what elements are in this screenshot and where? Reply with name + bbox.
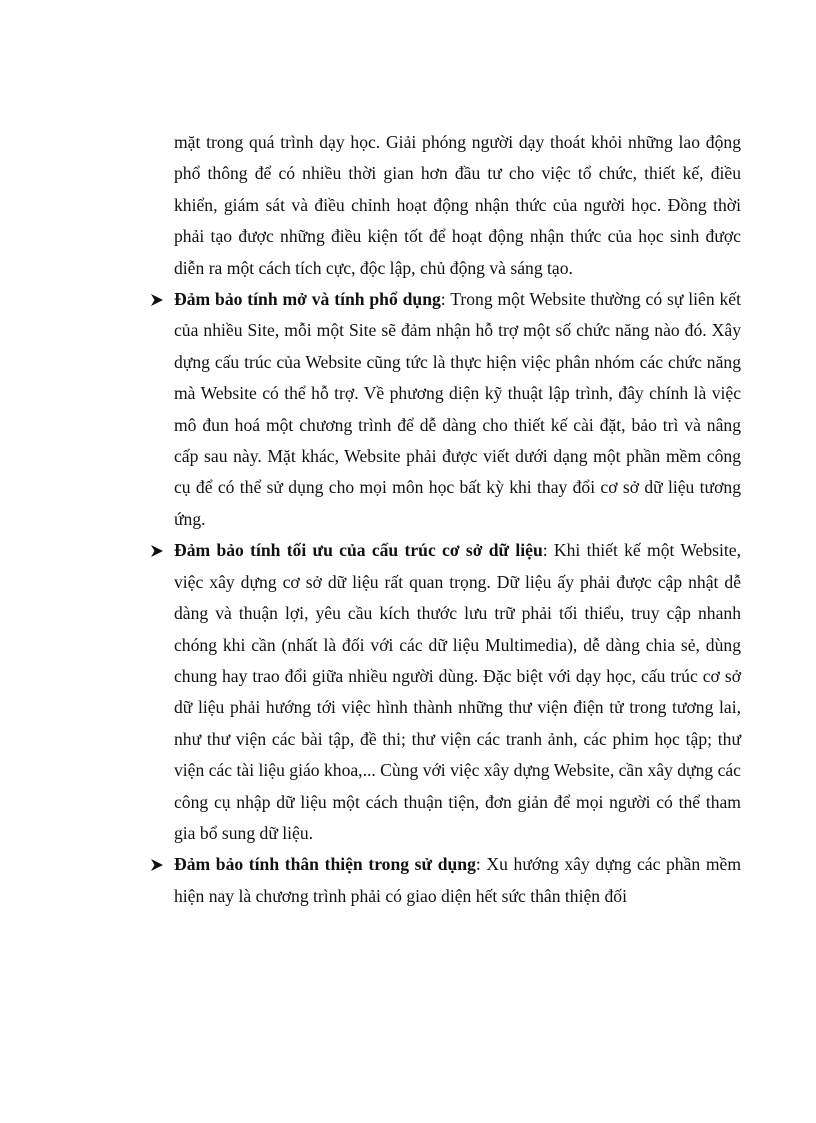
bullet-term: Đảm bảo tính tối ưu của cấu trúc cơ sở dữ liệu [174, 540, 543, 561]
intro-text: mặt trong quá trình dạy học. Giải phóng người dạy thoát khỏi những lao động phổ thông để có nhiều thời gian hơn đầu tư cho việc tổ chức, thiết kế, điều khiển, giám sát và điều chỉnh hoạt động nhận thức của người học. Đồng thời phải tạo được những điều kiện tốt để hoạt động nhận thức của học sinh được diễn ra một cách tích cực, độc lập, chủ động và sáng tạo. [174, 132, 741, 278]
intro-paragraph [174, 127, 741, 284]
arrowhead-bullet-icon [148, 284, 166, 315]
bullet-item-friendliness [174, 849, 741, 912]
bullet-text: : Khi thiết kế một Website, việc xây dựng cơ sở dữ liệu rất quan trọng. Dữ liệu ấy phải được cập nhật dễ dàng và thuận lợi, yêu cầu kích thước lưu trữ phải tối thiểu, truy cập nhanh chóng khi cần (nhất là đối với các dữ liệu Multimedia), dễ dàng chia sẻ, dùng chung hay trao đổi giữa nhiều người dùng. Đặc biệt với dạy học, cấu trúc cơ sở dữ liệu phải hướng tới việc hình thành những thư viện điện tử trong tương lai, như thư viện các bài tập, đề thi; thư viện các tranh ảnh, các phim học tập; thư viện các tài liệu giáo khoa,... Cùng với việc xây dựng Website, cần xây dựng các công cụ nhập dữ liệu một cách thuận tiện, đơn giản để mọi người có thể tham gia bổ sung dữ liệu. [174, 540, 741, 843]
bullet-text: : Trong một Website thường có sự liên kết của nhiều Site, mỗi một Site sẽ đảm nhận hỗ trợ một số chức năng nào đó. Xây dựng cấu trúc của Website cũng tức là thực hiện việc phân nhóm các chức năng mà Website có thể hỗ trợ. Về phương diện kỹ thuật lập trình, đây chính là việc mô đun hoá một chương trình để dễ dàng cho thiết kế cài đặt, bảo trì và nâng cấp sau này. Mặt khác, Website phải được viết dưới dạng một phần mềm công cụ để có thể sử dụng cho mọi môn học bất kỳ khi thay đổi cơ sở dữ liệu tương ứng. [174, 289, 742, 529]
bullet-text: : Xu hướng xây dựng các phần mềm hiện nay là chương trình phải có giao diện hết sức thân thiện đối [174, 854, 742, 906]
bullet-term: Đảm bảo tính mở và tính phổ dụng [174, 289, 441, 310]
bullet-item-openness [174, 284, 741, 535]
document-body [174, 127, 741, 912]
bullet-item-database [174, 535, 741, 849]
arrowhead-bullet-icon [148, 535, 166, 566]
bullet-term: Đảm bảo tính thân thiện trong sử dụng [174, 854, 476, 875]
arrowhead-bullet-icon [148, 849, 166, 880]
